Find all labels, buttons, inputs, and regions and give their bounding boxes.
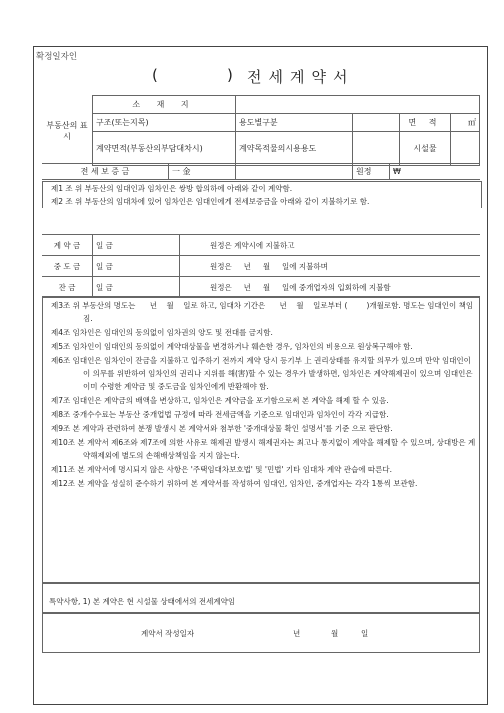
title-right-paren: ) — [227, 66, 235, 84]
article-9: 제9조 본 계약과 관련하여 분쟁 발생시 본 계약서와 첨부한 '중개대상물 확인 설명서'를 기준 으로 판단함. — [51, 424, 393, 433]
article-11: 제11조 본 계약서에 명시되지 않은 사항은 '주택임대차보호법' 및 '민법' 기타 임대차 계약 관습에 따른다. — [51, 465, 392, 474]
location-value[interactable] — [236, 96, 480, 114]
deposit-amount-field[interactable] — [236, 164, 353, 180]
title-left-paren: ( — [152, 66, 160, 84]
deposit-symbol: ₩ — [390, 164, 481, 180]
location-label: 소 재 지 — [93, 96, 236, 114]
article-5: 제5조 임차인이 임대인의 동의없이 계약대상물을 변경하거나 훼손한 경우, 임차인의 비용으로 원상복구해야 함. — [51, 342, 413, 351]
title-text: 전세계약서 — [247, 68, 355, 86]
payment-row-middle: 중 도 금 일 금 원정은 년 월 일에 지불하며 — [42, 256, 480, 277]
special-terms[interactable]: 특약사항, 1) 본 계약은 현 시설물 상태에서의 전세계약임 — [42, 583, 480, 613]
payment-table — [42, 234, 480, 298]
use-category-value[interactable] — [353, 114, 400, 132]
facility-value[interactable] — [451, 132, 480, 166]
usage-purpose-value[interactable] — [353, 132, 400, 166]
usage-purpose-label: 계약목적물의시용용도 — [236, 132, 353, 166]
article-4: 제4조 임차인은 임대인의 동의없이 임차권의 양도 및 전대를 금지함. — [51, 328, 273, 337]
contract-date-year[interactable]: 년 — [293, 629, 301, 638]
property-section-label: 부동산의 표시 — [42, 96, 93, 166]
article-2: 제2 조 위 부동산의 임대차에 있어 임차인은 임대인에게 전세보증금을 아래와 같이 지불하기로 함. — [51, 197, 370, 206]
area-label: 면 적 — [400, 114, 451, 132]
contract-date-label: 계약서 작성일자 — [141, 629, 195, 638]
structure-label: 구조(또는지목) — [93, 114, 236, 132]
contract-date-row — [42, 613, 480, 653]
deposit-label: 전 세 보 증 금 — [42, 164, 169, 180]
use-category-label: 용도별구분 — [236, 114, 353, 132]
deposit-han-prefix: 一 金 — [169, 164, 236, 180]
contract-date-month[interactable]: 월 — [331, 629, 339, 638]
deposit-won-label: 원정 — [353, 164, 390, 180]
facility-label: 시설물 — [400, 132, 451, 166]
article-6: 제6조 임대인은 임차인이 잔금을 지불하고 입주하기 전까지 계약 당시 등기부 上 권리상태를 유지할 의무가 있으며 만약 임대인이 이 의무를 위반하여 임차인의 권리나 지위를 해(害)할 수 있는 경우가 발생하면, 임차인은 계약해제권이 있으며 임대인은 이미 수령한 계약금 및 중도금을 임차인에게 반환해야 함. — [51, 356, 473, 391]
contract-area-label: 계약면적(부동산의부담대차시) — [93, 132, 236, 166]
area-value[interactable]: ㎡ — [451, 114, 480, 132]
article-3: 제3조 위 부동산의 명도는 년 월 일로 하고, 임대차 기간은 년 월 일로부터 ( )개월로함. 명도는 임대인이 책임짐. — [51, 301, 474, 323]
articles-1-2 — [42, 181, 482, 208]
contract-date-day[interactable]: 일 — [361, 629, 369, 638]
payment-row-balance: 잔 금 일 금 원정은 년 월 일에 중개업자의 입회하에 지불함 — [42, 277, 480, 298]
articles-3-12 — [42, 296, 480, 583]
payment-row-contract: 계 약 금 일 금 원정은 계약시에 지불하고 — [42, 235, 480, 256]
article-10: 제10조 본 계약서 제6조와 제7조에 의한 사유로 해제권 발생시 해제권자는 최고나 통지없이 계약을 해제할 수 있으며, 상대방은 계약해제외에 별도의 손해배상책임을 지지 않는다. — [51, 438, 476, 460]
deposit-row — [42, 163, 480, 180]
fixed-date-stamp-label: 확정일자인 — [36, 52, 78, 62]
article-8: 제8조 중개수수료는 부동산 중개업법 규정에 따라 전세금액을 기준으로 임대인과 임차인이 각각 지급함. — [51, 410, 389, 419]
article-12: 제12조 본 계약을 성실히 준수하기 위하여 본 계약서를 작성하여 임대인, 임차인, 중개업자는 각각 1통씩 보관함. — [51, 479, 418, 488]
property-table — [42, 95, 480, 166]
article-7: 제7조 임대인은 계약금의 배액을 변상하고, 임차인은 계약금을 포기함으로써 본 계약을 해제 할 수 있음. — [51, 396, 389, 405]
article-1: 제1 조 위 부동산의 임대인과 임차인은 쌍방 합의하에 아래와 같이 계약함. — [51, 184, 293, 193]
